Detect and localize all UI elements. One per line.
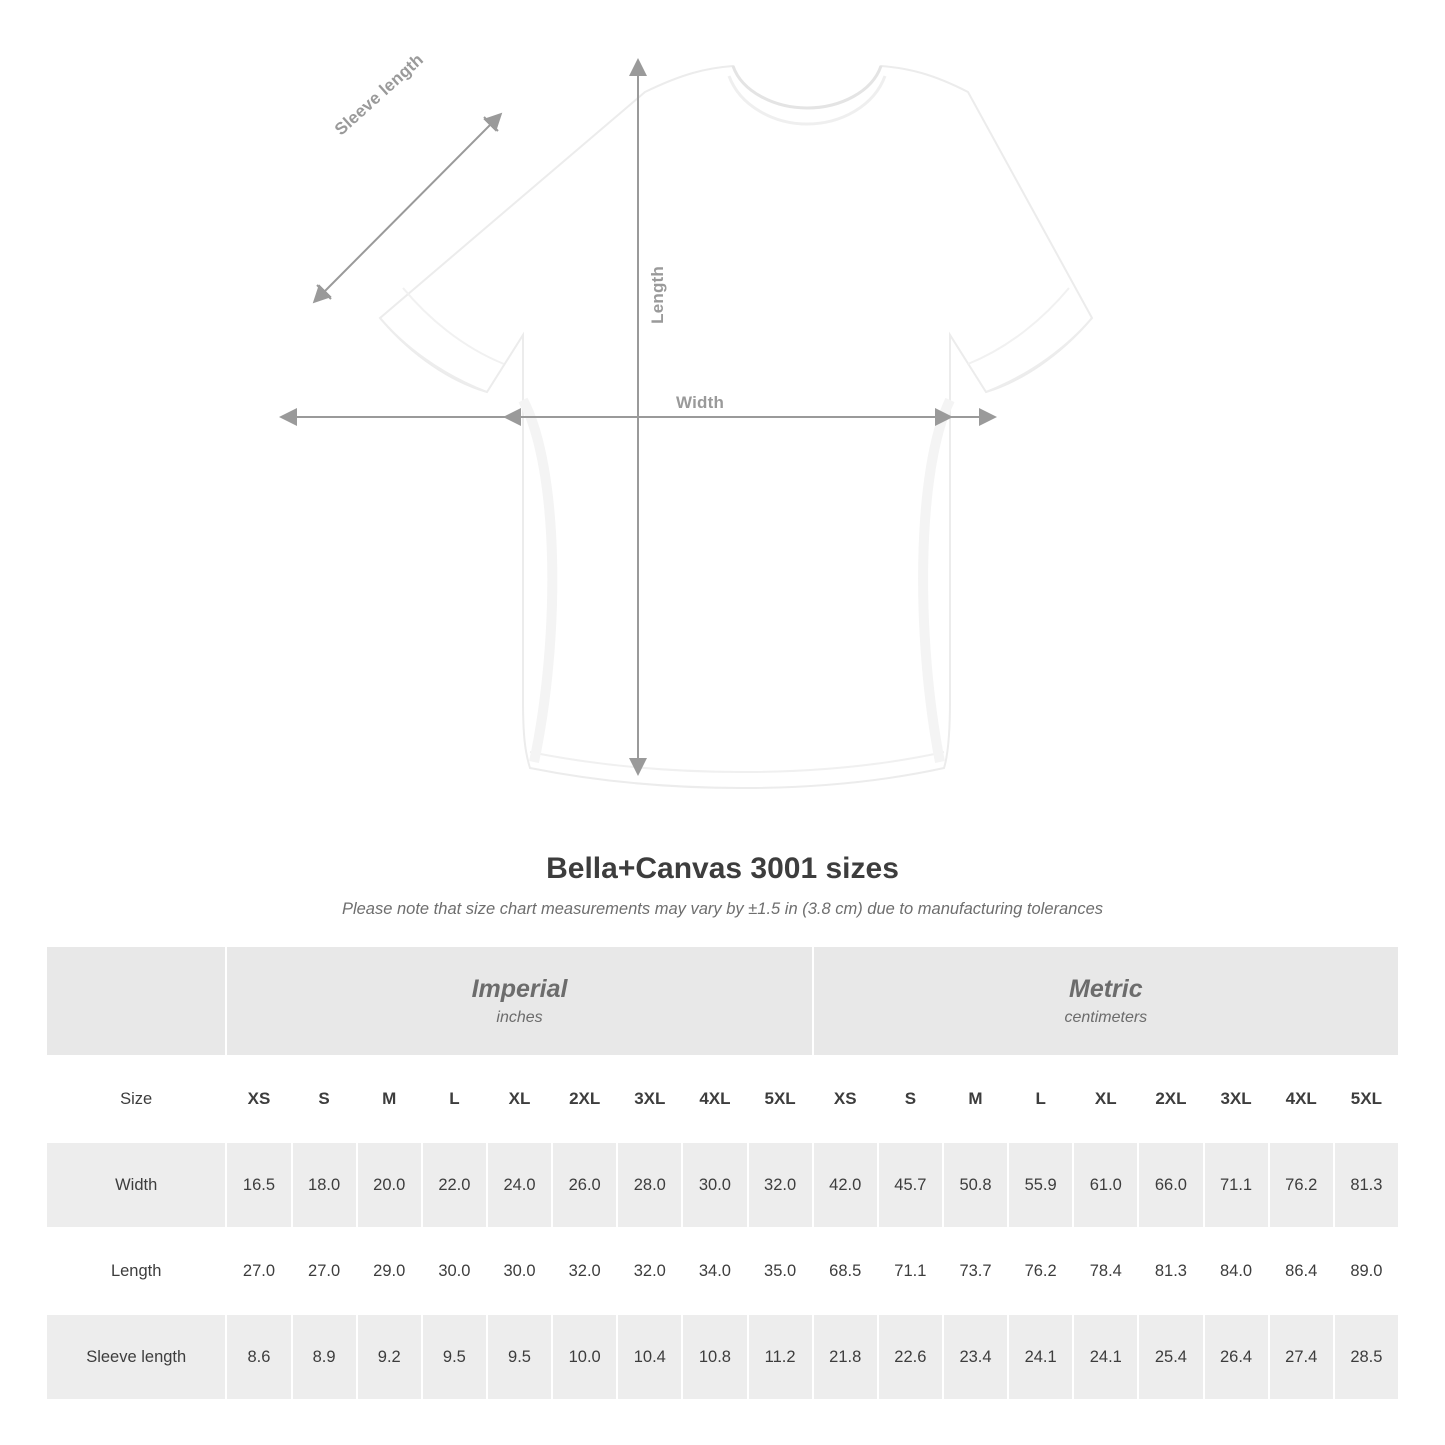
- sleeve-16: 27.4: [1269, 1314, 1334, 1400]
- length-13: 78.4: [1073, 1228, 1138, 1314]
- size-col-4: XL: [487, 1056, 552, 1142]
- width-4: 24.0: [487, 1142, 552, 1228]
- length-4: 30.0: [487, 1228, 552, 1314]
- width-0: 16.5: [226, 1142, 291, 1228]
- width-3: 22.0: [422, 1142, 487, 1228]
- sleeve-7: 10.8: [682, 1314, 747, 1400]
- size-col-3: L: [422, 1056, 487, 1142]
- size-col-5: 2XL: [552, 1056, 617, 1142]
- width-2: 20.0: [357, 1142, 422, 1228]
- sleeve-2: 9.2: [357, 1314, 422, 1400]
- size-chart-table: [45, 945, 1400, 1401]
- table-row-length: [46, 1228, 1399, 1314]
- length-10: 71.1: [878, 1228, 943, 1314]
- size-col-13: XL: [1073, 1056, 1138, 1142]
- size-col-0: XS: [226, 1056, 291, 1142]
- length-9: 68.5: [813, 1228, 878, 1314]
- sleeve-14: 25.4: [1138, 1314, 1203, 1400]
- table-row-width: [46, 1142, 1399, 1228]
- length-8: 35.0: [748, 1228, 813, 1314]
- row-header-size: Size: [46, 1056, 226, 1142]
- width-8: 32.0: [748, 1142, 813, 1228]
- length-11: 73.7: [943, 1228, 1008, 1314]
- length-1: 27.0: [292, 1228, 357, 1314]
- row-header-width: Width: [46, 1142, 226, 1228]
- page-title: Bella+Canvas 3001 sizes: [546, 852, 899, 885]
- size-col-16: 4XL: [1269, 1056, 1334, 1142]
- sleeve-10: 22.6: [878, 1314, 943, 1400]
- length-label: Length: [648, 266, 667, 324]
- size-col-12: L: [1008, 1056, 1073, 1142]
- length-14: 81.3: [1138, 1228, 1203, 1314]
- length-16: 86.4: [1269, 1228, 1334, 1314]
- sleeve-4: 9.5: [487, 1314, 552, 1400]
- width-17: 81.3: [1334, 1142, 1399, 1228]
- size-col-11: M: [943, 1056, 1008, 1142]
- width-11: 50.8: [943, 1142, 1008, 1228]
- table-row-sleeve-length: [46, 1314, 1399, 1400]
- size-col-6: 3XL: [617, 1056, 682, 1142]
- size-col-9: XS: [813, 1056, 878, 1142]
- sleeve-0: 8.6: [226, 1314, 291, 1400]
- unit-group-metric-sub: centimeters: [1064, 1008, 1148, 1026]
- unit-group-imperial-name: Imperial: [471, 975, 568, 1004]
- size-col-7: 4XL: [682, 1056, 747, 1142]
- chart-header: [0, 852, 1445, 919]
- length-3: 30.0: [422, 1228, 487, 1314]
- width-7: 30.0: [682, 1142, 747, 1228]
- length-7: 34.0: [682, 1228, 747, 1314]
- unit-header-blank: [46, 946, 226, 1056]
- tshirt-shape: [380, 66, 1092, 788]
- width-9: 42.0: [813, 1142, 878, 1228]
- sleeve-1: 8.9: [292, 1314, 357, 1400]
- unit-header-row: [46, 946, 1399, 1056]
- length-0: 27.0: [226, 1228, 291, 1314]
- length-5: 32.0: [552, 1228, 617, 1314]
- width-16: 76.2: [1269, 1142, 1334, 1228]
- sleeve-9: 21.8: [813, 1314, 878, 1400]
- size-header-row: [46, 1056, 1399, 1142]
- tolerance-note: Please note that size chart measurements may vary by ±1.5 in (3.8 cm) due to manufacturing tolerances: [341, 900, 1104, 918]
- row-header-length: Length: [46, 1228, 226, 1314]
- width-14: 66.0: [1138, 1142, 1203, 1228]
- size-col-1: S: [292, 1056, 357, 1142]
- width-10: 45.7: [878, 1142, 943, 1228]
- size-chart-table-wrap: [45, 945, 1400, 1401]
- length-17: 89.0: [1334, 1228, 1399, 1314]
- sleeve-5: 10.0: [552, 1314, 617, 1400]
- size-col-8: 5XL: [748, 1056, 813, 1142]
- size-col-17: 5XL: [1334, 1056, 1399, 1142]
- sleeve-15: 26.4: [1204, 1314, 1269, 1400]
- width-5: 26.0: [552, 1142, 617, 1228]
- size-col-15: 3XL: [1204, 1056, 1269, 1142]
- size-col-2: M: [357, 1056, 422, 1142]
- width-1: 18.0: [292, 1142, 357, 1228]
- length-15: 84.0: [1204, 1228, 1269, 1314]
- width-label: Width: [676, 393, 725, 412]
- sleeve-3: 9.5: [422, 1314, 487, 1400]
- sleeve-11: 23.4: [943, 1314, 1008, 1400]
- sleeve-13: 24.1: [1073, 1314, 1138, 1400]
- unit-group-metric-name: Metric: [1069, 975, 1143, 1004]
- width-15: 71.1: [1204, 1142, 1269, 1228]
- length-6: 32.0: [617, 1228, 682, 1314]
- sleeve-17: 28.5: [1334, 1314, 1399, 1400]
- length-2: 29.0: [357, 1228, 422, 1314]
- sleeve-12: 24.1: [1008, 1314, 1073, 1400]
- size-col-10: S: [878, 1056, 943, 1142]
- unit-group-imperial-sub: inches: [496, 1008, 543, 1026]
- unit-group-imperial: [226, 946, 812, 1056]
- width-13: 61.0: [1073, 1142, 1138, 1228]
- sleeve-6: 10.4: [617, 1314, 682, 1400]
- sleeve-length-label: Sleeve length: [331, 49, 428, 140]
- length-12: 76.2: [1008, 1228, 1073, 1314]
- width-6: 28.0: [617, 1142, 682, 1228]
- width-12: 55.9: [1008, 1142, 1073, 1228]
- row-header-sleeve-length: Sleeve length: [46, 1314, 226, 1400]
- size-col-14: 2XL: [1138, 1056, 1203, 1142]
- sleeve-8: 11.2: [748, 1314, 813, 1400]
- unit-group-metric: [813, 946, 1399, 1056]
